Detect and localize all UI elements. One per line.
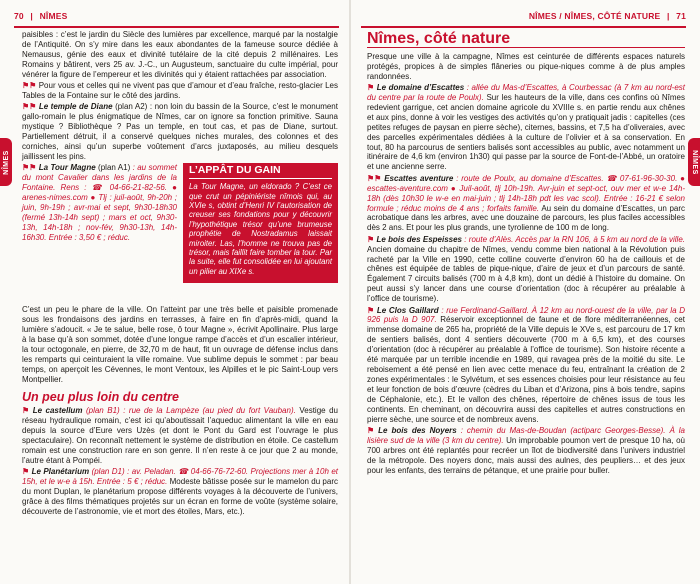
box-title: L’APPÂT DU GAIN: [189, 166, 332, 179]
restaurant-icon: ⚑⚑: [22, 81, 39, 91]
tour-magne-text: C’est un peu le phare de la ville. On l’atteint par une très belle et paisible promenade sous les frondaisons des jardins en terrasses, à faire en fin d’après-midi, quand la lumière s’adoucit. « Je te salue, belle rose, ô tour Magne », écrivit Apollinaire. Plus large à la base qu’à son sommet, dotée d’une longue rampe d’accès et d’un escalier intérieur, la tour octogonale, en pierre, de 32,70 m de haut, fit un ouvrage de défense inclus dans les remparts qui ceinturaient la ville romaine. Vue sublime depuis le sommet : par beau temps, on aperçoit les Cévennes, le mont Ventoux, les Alpilles et le pic Saint-Loup vers Montpellier.: [22, 305, 338, 384]
tour-magne-info: : au sommet du mont Cavalier dans les jardins de la Fontaine. Rens : ☎ 04-66-21-82-56. ● arenes-nimes.com ● Tlj : juil-août, 9h-20h ; juin, 9h-19h ; avr-mai et sept, 9h30-18h30 (fermé 13h-14h sept) ; mars et oct, 9h30-13h, 14h-18h ; nov-fév, 9h30-13h, 14h-16h30. Entrée : 3,50 € ; réduc.: [22, 163, 177, 242]
section-title: Un peu plus loin du centre: [22, 389, 179, 404]
pin-icon: ⚑⚑: [22, 102, 39, 112]
pin-icon: ⚑: [367, 305, 377, 315]
castellum-entry: ⚑ Le castellum (plan B1) : rue de la Lampèze (au pied du fort Vauban). Vestige du réseau hydraulique romain, c’est ici qu’aboutissait l’aqueduc alimentant la ville en eau depuis la source d’Eure vers Uzès (et dont le Pont du Gard est l’ouvrage le plus spectaculaire). On reconnaît nettement le système de distribution en étoile. Ce castellum romain est une construction rare en son genre. Il n’en reste à ce jour que 2 au monde, l’autre étant à Pompéi.: [22, 406, 339, 465]
pin-icon: ⚑: [22, 406, 33, 416]
pin-icon: ⚑⚑: [22, 163, 39, 173]
fontaine-paragraph: paisibles : c’est le jardin du Siècle des lumières par excellence, marqué par la nostalgie de l’Antiquité. On s’y mire dans les eaux abondantes de la fameuse source dédiée à Nemausus, génie des eaux et divinité tutélaire de la cité depuis 2 millénaires. Les Romains y bâtirent, vers 25 av. J.-C., un Augusteum, sanctuaire du culte impérial, pour vénérer la figure de l’empereur et les divinités qui y étaient rattachées par association.: [22, 30, 338, 79]
left-page: [0, 0, 349, 584]
intro-paragraph: Presque une ville à la campagne, Nîmes est ceinturée de différents espaces naturels protégés, propices à de simples flâneries ou pique-niques comme à de plus amples randonnées.: [367, 51, 685, 81]
page-number-left: 70: [14, 11, 24, 21]
left-running-head: 70 | NÎMES: [14, 11, 68, 21]
pin-icon: ⚑⚑: [367, 173, 385, 183]
gaillard-entry: ⚑ Le Clos Gaillard : rue Ferdinand-Gaillard. À 12 km au nord-ouest de la ville, par la D 926 puis la D 907. Réservoir exceptionnel de faune et de flore méditerranéennes, cet immense domaine de 265 ha, propriété de la Ville depuis le XVe s, est parcouru de 17 km de sentiers balisés, dont 4 sentiers découverte (700 m à 6,5 km), et des courses d’orientation (doc à récupérer au préalable à l’office de tourisme). Son histoire récente a été marquée par un terrible incendie en 1989, qui ravagea près de la moitié du site. Le reboisement a été pensé en lien avec cette menace du feu, entraînant la création de 2 zones expérimentales : le Sylvétum, et ses essences choisies pour leur résistance au feu et leur fonction de bois d’œuvre (cèdres du Liban et d’Arizona, pins à bois tendre, sapins de Céphalonie, etc.). Et le vallon des chênes, répertoire de chênes issus de tous les continents. En cheminant, on découvrira aussi des capitelles et autres constructions en pierre sèche, une source et de nombreux avens.: [367, 305, 685, 424]
espeisses-entry: ⚑ Le bois des Espeisses : route d’Alès. Accès par la RN 106, à 5 km au nord de la ville. Ancien domaine du chapitre de Nîmes, vendu comme bien national à la Révolution puis racheté par la Ville en 1990, cette colline couverte d’environ 60 ha de caillouis et de chênes est équipée de tables de pique-nique, d’aire de jeux et d’un parcours de santé. Également 7 circuits balisés (700 m à 4,8 km), dont un dédié à l’histoire du domaine. On peut aussi s’y lancer dans une course d’orientation (doc à récupérer au préalable à l’office de tourisme).: [367, 234, 685, 304]
tour-magne-block: ⚑⚑ La Tour Magne (plan A1) : au sommet du mont Cavalier dans les jardins de la Fontaine. Rens : ☎ 04-66-21-82-56. ● arenes-nimes.com ● Tlj : juil-août, 9h-20h ; juin, 9h-19h ; avr-mai et sept, 9h30-18h30 (fermé 13h-14h sept) ; mars et oct, 9h30-13h, 14h-18h ; nov-fév, 9h30-13h, 14h-16h30. Entrée : 3,50 € ; réduc. L’APPÂT DU GAIN La Tour Magne, un eldorado ? C’est ce que crut un pépiniériste nîmois qui, au XVIe s, obtint d’Henri IV l’autorisation de creuser ses fondations pour y découvrir l’hypothétique trésor qu’une brumeuse prophétie de Nostradamus laissait miroiter. Las, l’homme ne trouva pas de trésor, mais faillit faire tomber la tour. Par la suite, elle fut consolidée en lui ajoutant un pilier au XIXe s.: [22, 163, 338, 305]
left-column: [22, 30, 338, 518]
left-header-rule: [14, 26, 339, 28]
box-text: La Tour Magne, un eldorado ? C’est ce que crut un pépiniériste nîmois qui, au XVIe s, obtint d’Henri IV l’autorisation de creuser ses fondations pour y découvrir l’hypothétique trésor qu’une brumeuse prophétie de Nostradamus laissait miroiter. Las, l’homme ne trouva pas de trésor, mais faillit faire tomber la tour. Par la suite, elle fut consolidée en lui ajoutant un pilier au XIXe s.: [189, 182, 332, 276]
pin-icon: ⚑: [22, 467, 32, 477]
temple-entry: [22, 102, 338, 161]
pin-icon: ⚑: [367, 234, 377, 244]
left-chapter-title: NÎMES: [39, 11, 68, 21]
right-page: [351, 0, 700, 584]
right-header-rule: [361, 26, 686, 28]
right-chapter-title: NÎMES / NÎMES, CÔTÉ NATURE: [528, 11, 661, 21]
temple-name: Le temple de Diane: [38, 102, 113, 112]
escattes-entry: ⚑ Le domaine d’Escattes : allée du Mas-d’Escattes, à Courbessac (à 7 km au nord-est du centre par la route de Poulx). Sur les hauteurs de la ville, dans ces confins où Nîmes redevient garrigue, cet ancien domaine agricole du XVIIIe s. en partie rendu aux chênes et aux pins, donne à voir les vestiges des activités qu’on y pratiquait jadis : capitelles (ces petites refuges de paysan en pierre sèche), citernes, bassins, et 7,5 ha d’oliveraies, avec des parcelles expérimentales dédiées à la culture de l’olivier et à sa conservation. En tout, 80 ha parcourus de sentiers balisés sont accessibles au public, avec notamment un itinéraire de 4,6 km (environ 1h30) qui passe par la source de Font-de-l’Abbé, un oratoire et une ancienne serre.: [367, 83, 685, 172]
right-running-head: NÎMES / NÎMES, CÔTÉ NATURE | 71: [528, 11, 686, 21]
pin-icon: ⚑: [367, 83, 377, 93]
right-side-tab: NÎMES: [688, 138, 700, 186]
left-side-tab: NÎMES: [0, 138, 12, 186]
aventure-entry: ⚑⚑ Escattes aventure : route de Poulx, au domaine d’Escattes. ☎ 07-61-96-30-30. ● escattes-aventure.com ● Juil-août, tlj 10h-19h. Avr-juin et sept-oct, ouv mer et w-e 14h-18h (dès 10h30 le w-e en mai-juin ; tlj 14h-18h pdt les vac scol). Entrée : 16-21 € selon formule ; réduc moins de 4 ans ; forfaits famille. Au sein du domaine d’Escattes, un parc acrobatique dans les arbres, avec une douzaine de parcours, les plus faciles accessibles dès 2 ans. Et pour les plus grands, une tyrolienne de 100 m de long.: [367, 173, 685, 233]
tables-paragraph: ⚑⚑ Pour vous et celles qui ne vivent pas que d’amour et d’eau fraîche, resto-glacier Les Tables de la Fontaine sur le côté des jardins.: [22, 81, 338, 100]
temple-text: : non loin du bassin de la Source, c’est le monument gallo-romain le plus énigmatique de Nîmes, car on ignore sa fonction primitive. Sauna mystique ? Bibliothèque ? Pas un temple, en tout cas, et pas de Diane, surtout. Partiellement détruit, il a conservé quelques niches murales, des colonnes et des corniches, ainsi qu’un superbe voûtement d’arcs juxtaposés, au milieu desquels jaillissent les pins.: [22, 102, 338, 161]
chapter-title: Nîmes, côté nature: [367, 30, 511, 47]
tour-magne-name: La Tour Magne: [38, 163, 96, 173]
right-column: [367, 30, 685, 477]
temple-plan: (plan A2): [115, 102, 148, 112]
title-rule: [367, 47, 685, 48]
planetarium-entry: ⚑ Le Planétarium (plan D1) : av. Peladan. ☎ 04-66-76-72-60. Projections mer à 10h et 15h, et le w-e à 15h. Entrée : 5 € ; réduc. Modeste bâtisse posée sur le mamelon du parc du mont Duplan, le planétarium propose différents voyages à la découverte de l’univers, grâce à des films thématiques projetés sur un écran en forme de voûte (système solaire, découverte de l’astronomie, vie et mort des étoiles, Mars, etc.).: [22, 467, 338, 516]
page-number-right: 71: [676, 11, 686, 21]
appat-du-gain-box: [183, 163, 338, 282]
noyers-entry: ⚑ Le bois des Noyers : chemin du Mas-de-Boudan (actiparc Georges-Besse). À la lisière sud de la ville (3 km du centre). Un improbable poumon vert de presque 10 ha, où 700 arbres ont été replantés pour recréer un îlot de biodiversité dans l’univers industriel de la métropole. Des noyers donc, mais aussi des aulnes, des peupliers… et des jeux pour les enfants, des terrains de pétanque, et une prairie pour buller.: [367, 425, 685, 475]
pin-icon: ⚑: [367, 425, 379, 435]
